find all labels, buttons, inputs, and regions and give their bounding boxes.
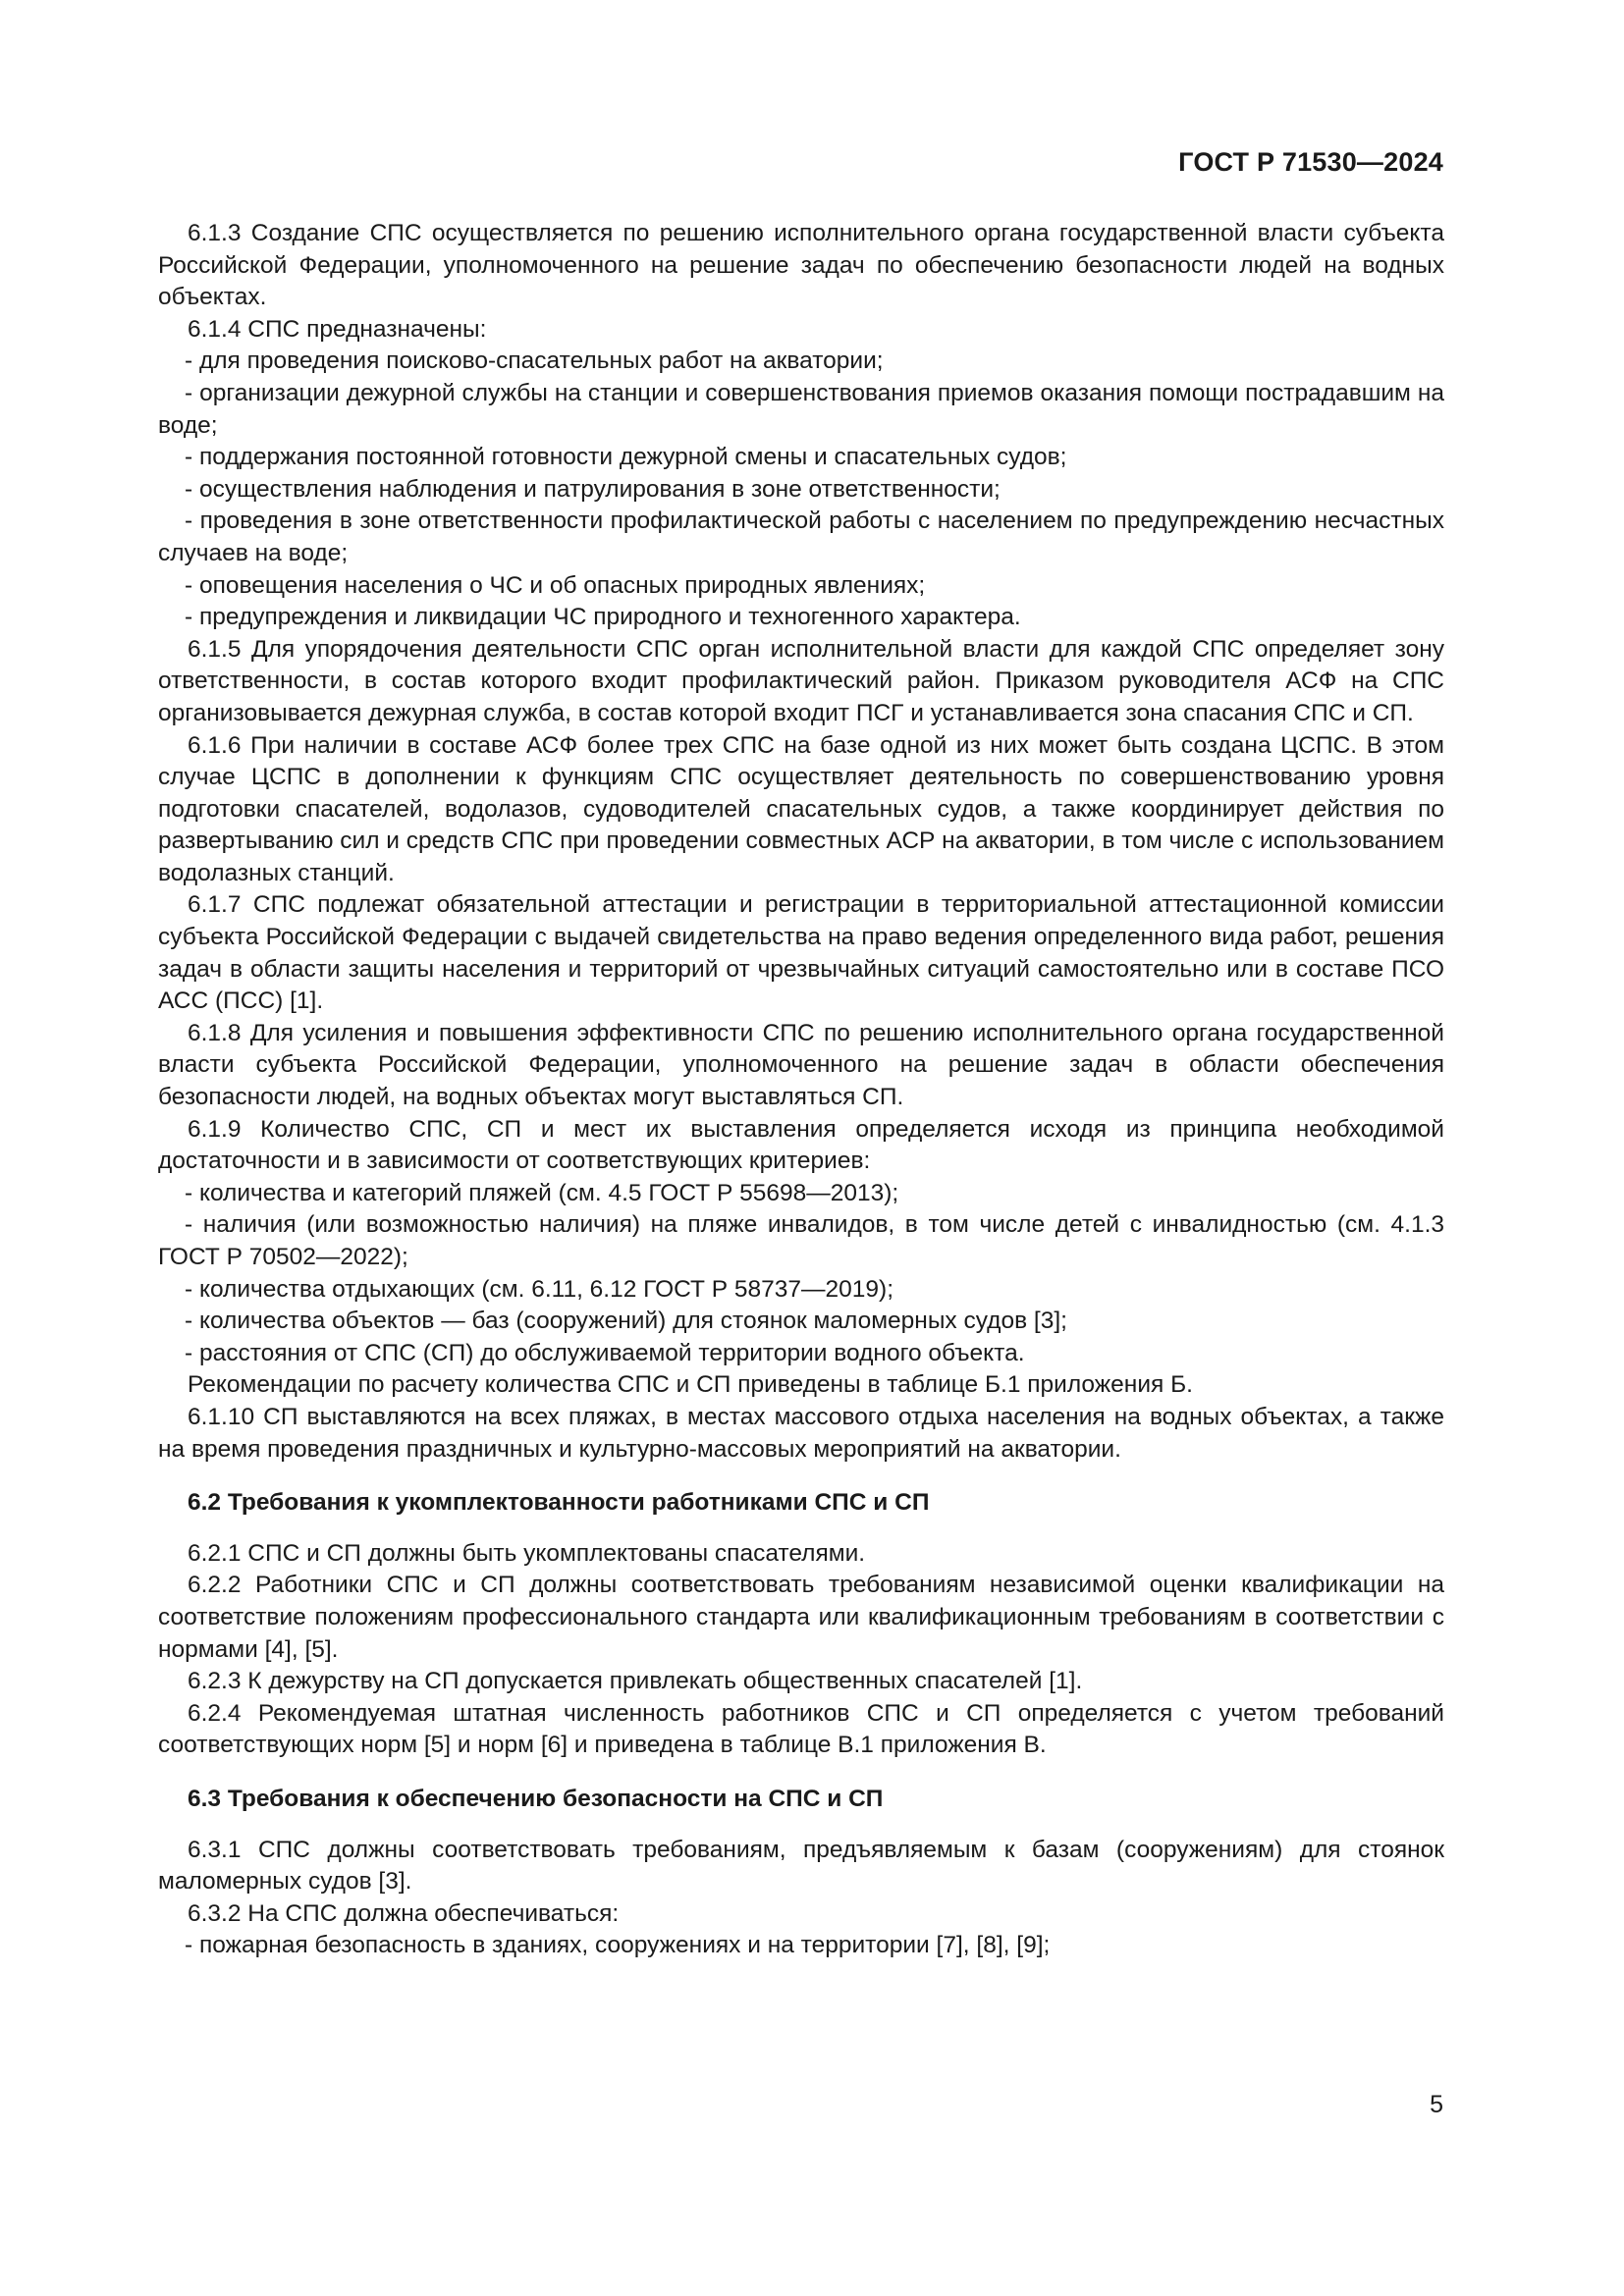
paragraph-6-1-9: 6.1.9 Количество СПС, СП и мест их выставления определяется исходя из принципа необходимой достаточности и в зависимости от соответствующих критериев: <box>158 1115 1444 1175</box>
paragraph-6-3-1: 6.3.1 СПС должны соответствовать требованиям, предъявляемым к базам (сооружениям) для стоянок маломерных судов [3]. <box>158 1836 1444 1896</box>
paragraph-6-1-4: 6.1.4 СПС предназначены: <box>188 315 487 343</box>
list-item: - количества объектов — баз (сооружений) для стоянок маломерных судов [3]; <box>185 1308 1067 1335</box>
section-heading-6-3: 6.3 Требования к обеспечению безопасности на СПС и СП <box>188 1785 884 1812</box>
document-body <box>158 218 1444 1962</box>
list-item: - для проведения поисково-спасательных работ на акватории; <box>185 347 884 375</box>
list-item: - количества отдыхающих (см. 6.11, 6.12 ГОСТ Р 58737—2019); <box>185 1275 894 1303</box>
paragraph-6-2-3: 6.2.3 К дежурству на СП допускается привлекать общественных спасателей [1]. <box>188 1668 1083 1695</box>
page-number: 5 <box>1430 2091 1443 2118</box>
document-code-header: ГОСТ Р 71530—2024 <box>1178 147 1443 177</box>
list-item: - оповещения населения о ЧС и об опасных природных явлениях; <box>185 571 926 599</box>
paragraph-6-1-6: 6.1.6 При наличии в составе АСФ более трех СПС на базе одной из них может быть создана ЦСПС. В этом случае ЦСПС в дополнении к функциям СПС осуществляет деятельность по совершенствованию уровня подготовки спасателей, водолазов, судоводителей спасательных судов, а также координирует действия по развертыванию сил и средств СПС при проведении совместных АСР на акватории, в том числе с использованием водолазных станций. <box>158 731 1445 886</box>
paragraph-6-1-7: 6.1.7 СПС подлежат обязательной аттестации и регистрации в территориальной аттестационной комиссии субъекта Российской Федерации с выдачей свидетельства на право ведения определенного вида работ, решения задач в области защиты населения и территорий от чрезвычайных ситуаций самостоятельно или в составе ПСО АСС (ПСС) [1]. <box>158 891 1444 1015</box>
list-item: - количества и категорий пляжей (см. 4.5 ГОСТ Р 55698—2013); <box>185 1179 899 1206</box>
section-heading-6-2: 6.2 Требования к укомплектованности работниками СПС и СП <box>188 1489 930 1517</box>
paragraph-6-1-5: 6.1.5 Для упорядочения деятельности СПС орган исполнительной власти для каждой СПС определяет зону ответственности, в состав которого входит профилактический район. Приказом руководителя АСФ на СПС организовывается дежурная служба, в состав которой входит ПСГ и устанавливается зона спасания СПС и СП. <box>158 635 1444 726</box>
list-item: - расстояния от СПС (СП) до обслуживаемой территории водного объекта. <box>185 1339 1025 1366</box>
list-item: - пожарная безопасность в зданиях, сооружениях и на территории [7], [8], [9]; <box>185 1932 1051 1959</box>
list-item: - предупреждения и ликвидации ЧС природного и техногенного характера. <box>185 604 1021 631</box>
paragraph-6-1-3: 6.1.3 Создание СПС осуществляется по решению исполнительного органа государственной власти субъекта Российской Федерации, уполномоченного на решение задач по обеспечению безопасности людей на водных объектах. <box>158 220 1444 311</box>
paragraph-6-1-10: 6.1.10 СП выставляются на всех пляжах, в местах массового отдыха населения на водных объектах, а также на время проведения праздничных и культурно-массовых мероприятий на акватории. <box>158 1403 1444 1463</box>
list-item: - осуществления наблюдения и патрулирования в зоне ответственности; <box>185 475 1001 503</box>
list-item: - организации дежурной службы на станции и совершенствования приемов оказания помощи пострадавшим на воде; <box>158 379 1444 439</box>
paragraph-6-1-8: 6.1.8 Для усиления и повышения эффективности СПС по решению исполнительного органа государственной власти субъекта Российской Федерации, уполномоченного на решение задач в области обеспечения безопасности людей, на водных объектах могут выставляться СП. <box>158 1019 1444 1111</box>
recommendation-note: Рекомендации по расчету количества СПС и СП приведены в таблице Б.1 приложения Б. <box>188 1371 1193 1399</box>
paragraph-6-2-2: 6.2.2 Работники СПС и СП должны соответствовать требованиям независимой оценки квалификации на соответствие положениям профессионального стандарта или квалификационным требованиям в соответствии с нормами [4], [5]. <box>158 1572 1444 1663</box>
list-item: - наличия (или возможностью наличия) на пляже инвалидов, в том числе детей с инвалидностью (см. 4.1.3 ГОСТ Р 70502—2022); <box>158 1211 1444 1270</box>
paragraph-6-2-4: 6.2.4 Рекомендуемая штатная численность работников СПС и СП определяется с учетом требований соответствующих норм [5] и норм [6] и приведена в таблице В.1 приложения В. <box>158 1699 1444 1759</box>
paragraph-6-3-2: 6.3.2 На СПС должна обеспечиваться: <box>188 1899 620 1927</box>
paragraph-6-2-1: 6.2.1 СПС и СП должны быть укомплектованы спасателями. <box>188 1539 866 1567</box>
list-item: - поддержания постоянной готовности дежурной смены и спасательных судов; <box>185 444 1067 471</box>
list-item: - проведения в зоне ответственности профилактической работы с населением по предупреждению несчастных случаев на воде; <box>158 507 1444 566</box>
